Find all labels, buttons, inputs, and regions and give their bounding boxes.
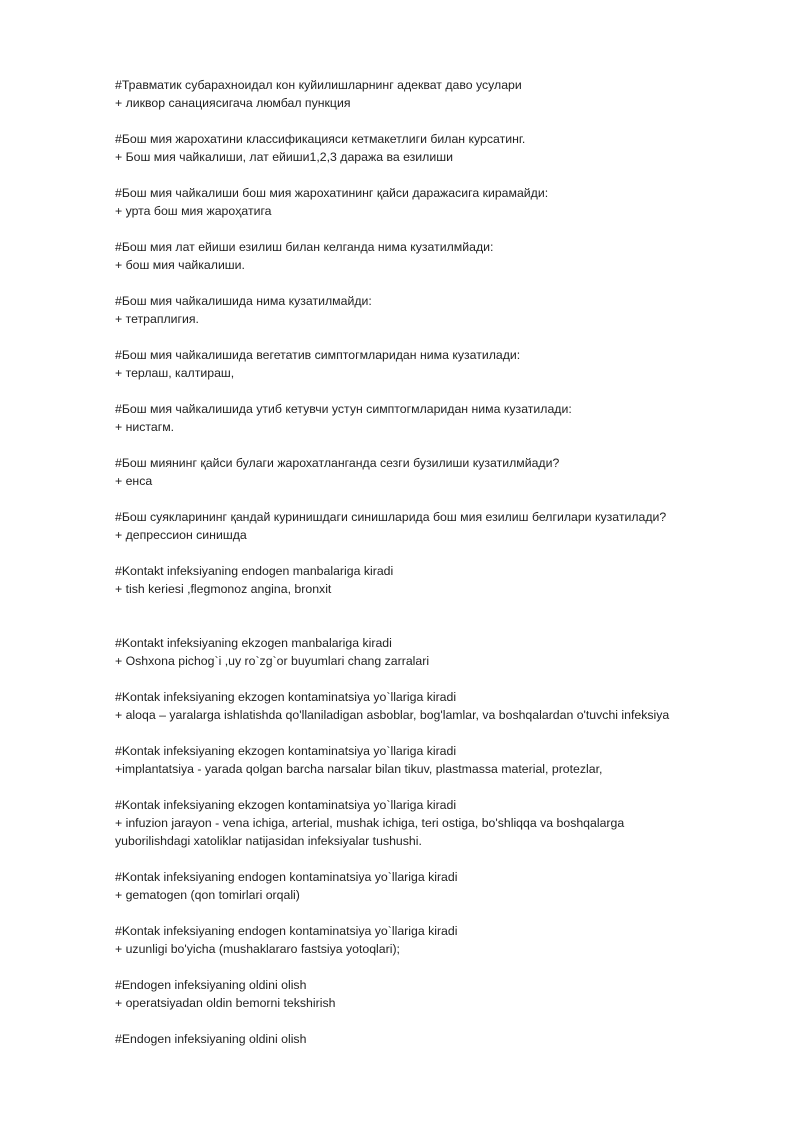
answer-text: + депрессион синишда <box>115 528 247 542</box>
question-text: #Бош мия чайкалишида нима кузатилмайди: <box>115 294 372 308</box>
qa-block-3 <box>115 184 755 220</box>
question-text: #Kontak infeksiyaning ekzogen kontaminatsiya yo`llariga kiradi <box>115 798 457 812</box>
qa-block-5 <box>115 292 755 328</box>
question-text: #Бош мия чайкалиши бош мия жарохатининг қайси даражасига кирамайди: <box>115 186 549 200</box>
answer-text: + infuzion jarayon - vena ichiga, arterial, mushak ichiga, teri ostiga, bo'shliqqa va boshqalarga <box>115 816 625 830</box>
question-text: #Kontak infeksiyaning endogen kontaminatsiya yo`llariga kiradi <box>115 924 458 938</box>
qa-block-1 <box>115 76 755 112</box>
answer-text: + aloqa – yaralarga ishlatishda qo'llaniladigan asboblar, bog'lamlar, va boshqalardan o'tuvchi infeksiya <box>115 708 670 722</box>
question-text: #Kontakt infeksiyaning endogen manbalariga kiradi <box>115 564 394 578</box>
question-text: #Бош мия жарохатини классификацияси кетмакетлиги билан курсатинг. <box>115 132 526 146</box>
answer-text: + Бош мия чайкалиши, лат ейиши1,2,3 даража ва езилиши <box>115 150 453 164</box>
question-text: #Kontakt infeksiyaning ekzogen manbalariga kiradi <box>115 636 392 650</box>
answer-text: + бош мия чайкалиши. <box>115 258 245 272</box>
qa-block-14 <box>115 796 755 850</box>
qa-block-4 <box>115 238 755 274</box>
qa-block-13 <box>115 742 755 778</box>
answer-text: + терлаш, калтираш, <box>115 366 235 380</box>
question-text: #Kontak infeksiyaning endogen kontaminatsiya yo`llariga kiradi <box>115 870 458 884</box>
answer-text: + урта бош мия жароҳатига <box>115 204 272 218</box>
answer-text: + енса <box>115 474 153 488</box>
question-text: #Бош мия чайкалишида утиб кетувчи устун симптогмларидан нима кузатилади: <box>115 402 572 416</box>
answer-text: + operatsiyadan oldin bemorni tekshirish <box>115 996 336 1010</box>
qa-block-12 <box>115 688 755 724</box>
qa-block-11 <box>115 634 755 670</box>
qa-block-15 <box>115 868 755 904</box>
question-text: #Kontak infeksiyaning ekzogen kontaminatsiya yo`llariga kiradi <box>115 690 457 704</box>
answer-text: + нистагм. <box>115 420 175 434</box>
answer-text: + uzunligi bo'yicha (mushaklararo fastsiya yotoqlari); <box>115 942 400 956</box>
qa-block-16 <box>115 922 755 958</box>
qa-block-6 <box>115 346 755 382</box>
answer-text: + ликвор санациясигача люмбал пункция <box>115 96 351 110</box>
qa-block-7 <box>115 400 755 436</box>
qa-block-17 <box>115 976 755 1012</box>
qa-block-18 <box>115 1030 755 1048</box>
answer-text: + gematogen (qon tomirlari orqali) <box>115 888 300 902</box>
question-text: #Бош суякларининг қандай куринишдаги синишларида бош мия езилиш белгилари кузатилади? <box>115 510 667 524</box>
question-text: #Травматик субарахноидал кон куйилишларнинг адекват даво усулари <box>115 78 522 92</box>
question-text: #Endogen infeksiyaning oldini olish <box>115 978 307 992</box>
answer-text: + Oshxona pichog`i ,uy ro`zg`or buyumlari chang zarralari <box>115 654 430 668</box>
answer-text: +implantatsiya - yarada qolgan barcha narsalar bilan tikuv, plastmassa material, protezlar, <box>115 762 603 776</box>
question-text: #Бош мия лат ейиши езилиш билан келганда нима кузатилмйади: <box>115 240 494 254</box>
question-text: #Бош мия чайкалишида вегетатив симптогмларидан нима кузатилади: <box>115 348 521 362</box>
question-text: #Kontak infeksiyaning ekzogen kontaminatsiya yo`llariga kiradi <box>115 744 457 758</box>
question-text: #Бош миянинг қайси булаги жарохатланганда сезги бузилиши кузатилмйади? <box>115 456 560 470</box>
qa-block-2 <box>115 130 755 166</box>
answer-text-continued: yuborilishdagi xatoliklar natijasidan infeksiyalar tushushi. <box>115 834 422 848</box>
question-text: #Endogen infeksiyaning oldini olish <box>115 1032 307 1046</box>
answer-text: + tish keriesi ,flegmonoz angina, bronxit <box>115 582 332 596</box>
answer-text: + тетраплигия. <box>115 312 199 326</box>
qa-block-10 <box>115 562 755 598</box>
qa-block-8 <box>115 454 755 490</box>
document-body <box>115 76 755 1066</box>
qa-block-9 <box>115 508 755 544</box>
